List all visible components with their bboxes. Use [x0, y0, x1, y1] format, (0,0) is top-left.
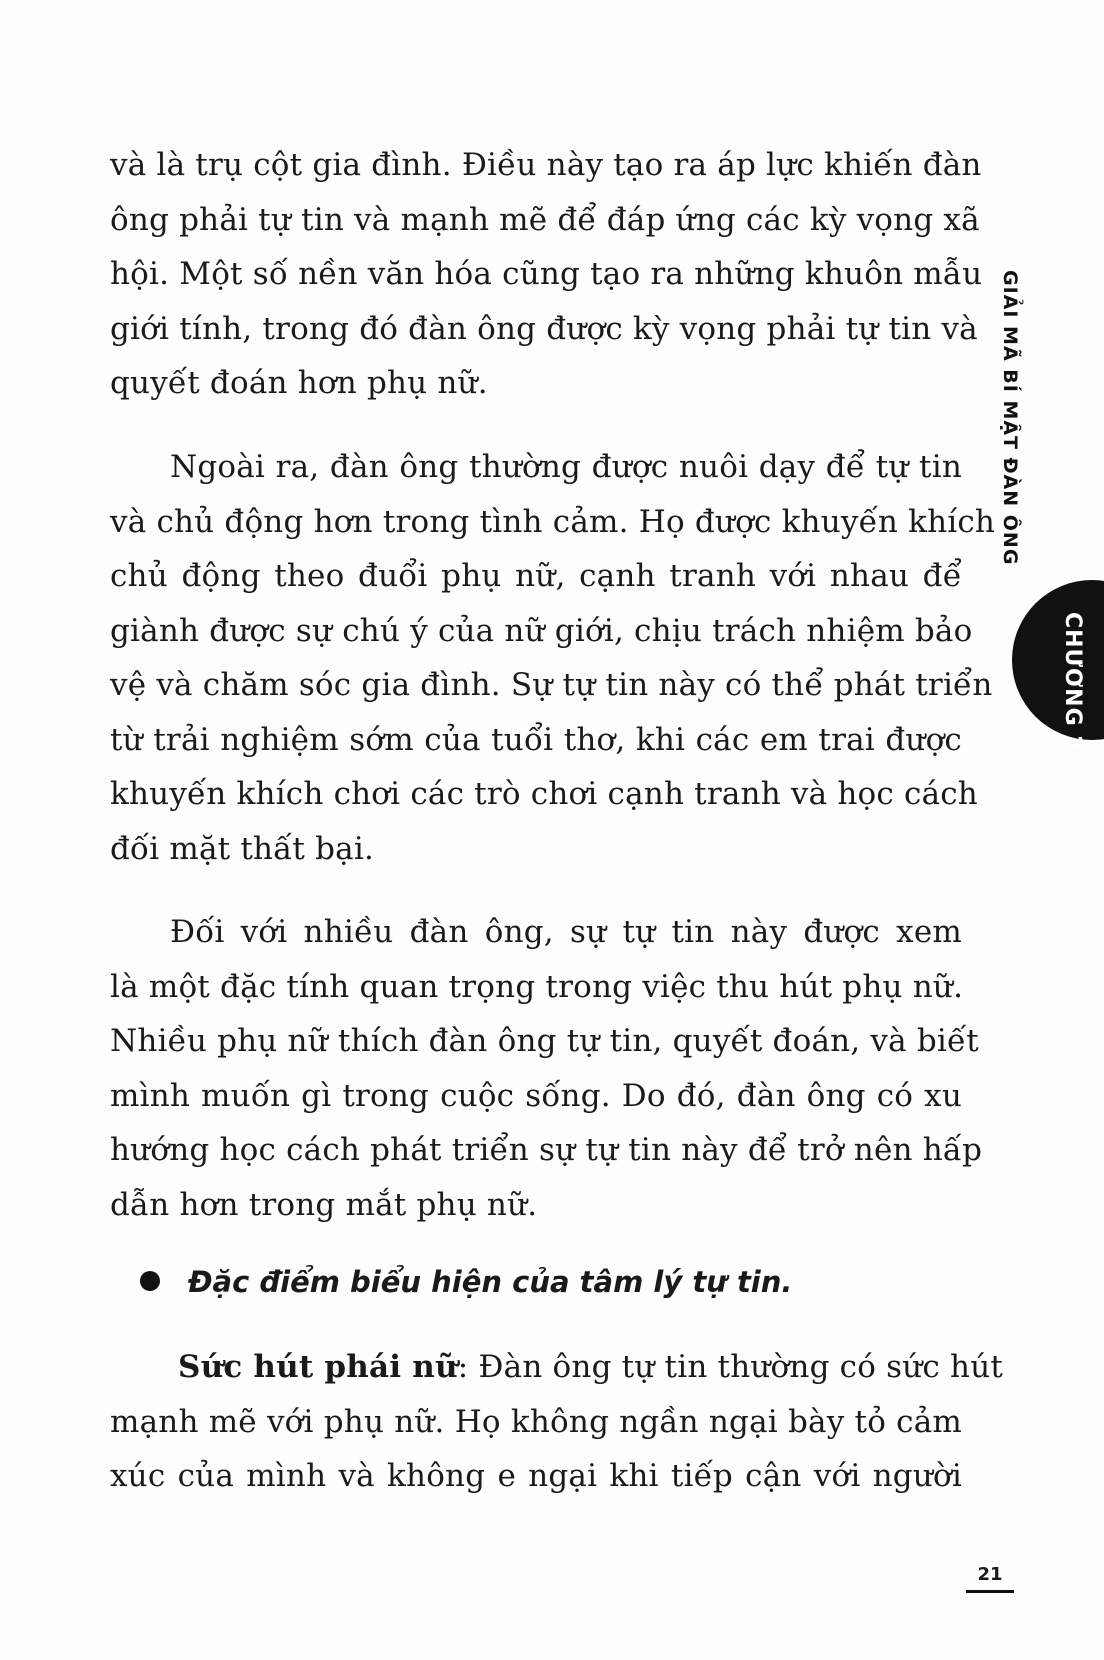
bold-lead-text: Sức hút phái nữ	[178, 1349, 458, 1385]
text-line: ông phải tự tin và mạnh mẽ để đáp ứng các kỳ vọng xã	[110, 201, 980, 238]
bullet-icon	[140, 1271, 160, 1291]
paragraph-1	[110, 138, 983, 411]
text-line: quyết đoán hơn phụ nữ.	[110, 365, 488, 401]
text-line: giới tính, trong đó đàn ông được kỳ vọng phải tự tin và	[110, 310, 978, 347]
running-title: GIẢI MÃ BÍ MẬT ĐÀN ÔNG	[999, 270, 1021, 566]
text-line: đối mặt thất bại.	[110, 830, 374, 867]
text-line: hướng học cách phát triển sự tự tin này để trở nên hấp	[110, 1132, 983, 1168]
section-heading-text: Đặc điểm biểu hiện của tâm lý tự tin.	[188, 1265, 793, 1299]
page-number: 21	[977, 1564, 1003, 1585]
text-line: chủ động theo đuổi phụ nữ, cạnh tranh với nhau để	[110, 558, 962, 594]
text-line: mình muốn gì trong cuộc sống. Do đó, đàn ông có xu	[110, 1077, 962, 1114]
paragraph-3	[110, 905, 983, 1232]
section-heading	[140, 1262, 940, 1302]
text-line	[110, 1340, 1004, 1395]
text-line: là một đặc tính quan trọng trong việc thu hút phụ nữ.	[110, 968, 964, 1005]
text-line: Nhiều phụ nữ thích đàn ông tự tin, quyết đoán, và biết	[110, 1023, 979, 1059]
text-line: giành được sự chú ý của nữ giới, chịu trách nhiệm bảo	[110, 612, 973, 649]
page-number-rule	[966, 1590, 1014, 1593]
text-line: hội. Một số nền văn hóa cũng tạo ra những khuôn mẫu	[110, 256, 983, 292]
text-line: từ trải nghiệm sớm của tuổi thơ, khi các em trai được	[110, 721, 962, 758]
paragraph-2	[110, 440, 996, 876]
text-line: mạnh mẽ với phụ nữ. Họ không ngần ngại bày tỏ cảm	[110, 1403, 962, 1440]
lead-rest-text: : Đàn ông tự tin thường có sức hút	[457, 1349, 1004, 1385]
text-line: dẫn hơn trong mắt phụ nữ.	[110, 1186, 538, 1223]
text-line: Đối với nhiều đàn ông, sự tự tin này được xem	[170, 914, 962, 950]
text-line: Ngoài ra, đàn ông thường được nuôi dạy để tự tin	[170, 449, 962, 485]
text-line: và là trụ cột gia đình. Điều này tạo ra áp lực khiến đàn	[110, 147, 982, 183]
text-line: khuyến khích chơi các trò chơi cạnh tranh và học cách	[110, 776, 978, 812]
chapter-label: CHƯƠNG 2	[1060, 612, 1085, 752]
paragraph-4	[110, 1340, 1004, 1504]
text-line: và chủ động hơn trong tình cảm. Họ được khuyến khích	[110, 503, 996, 540]
text-line: xúc của mình và không e ngại khi tiếp cận với người	[110, 1458, 962, 1494]
text-line: vệ và chăm sóc gia đình. Sự tự tin này có thể phát triển	[110, 667, 993, 703]
